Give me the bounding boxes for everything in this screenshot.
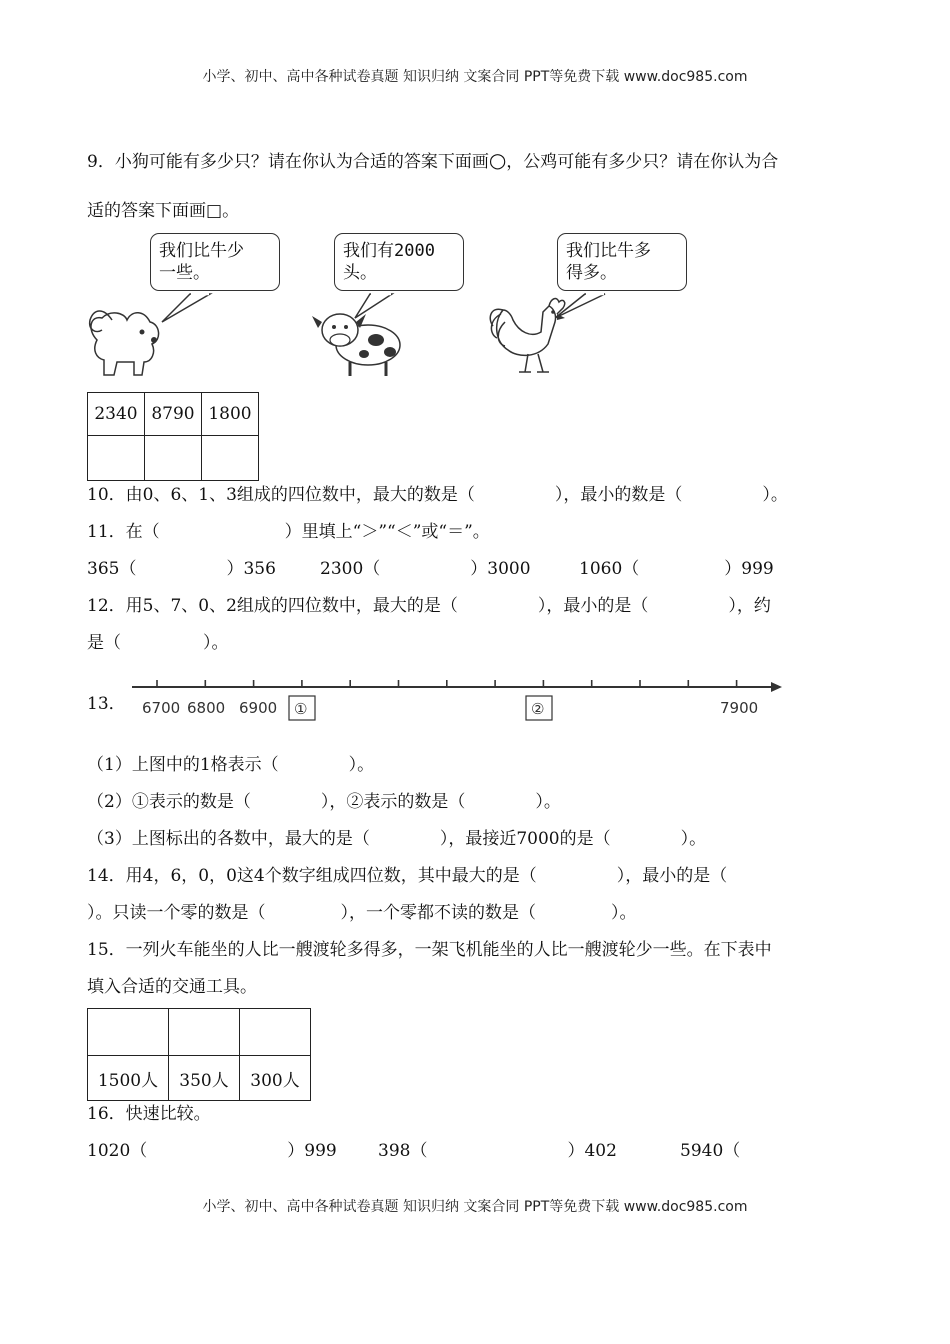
q11-item-right: ）3000 — [470, 559, 531, 579]
q13-sub3-text-c: ）。 — [680, 829, 707, 849]
q10-text-c: ）。 — [762, 485, 788, 505]
arrow-icon — [771, 682, 782, 692]
table-cell: 8790 — [145, 393, 202, 436]
q9-text-c: 适的答案下面画 — [87, 201, 206, 221]
tick-label: 6900 — [239, 699, 278, 717]
q13-sub1-text-b: ）。 — [348, 755, 375, 775]
table-cell: 1500人 — [88, 1056, 169, 1101]
q9-text-a: 9．小狗可能有多少只？请在你认为合适的答案下面画 — [87, 152, 489, 172]
tick-label: 7900 — [720, 699, 759, 717]
number-line — [128, 676, 828, 726]
q13-sub3 — [87, 828, 706, 850]
q11-text-b: ）里填上“＞”“＜”或“＝”。 — [284, 522, 490, 542]
q10-line — [87, 484, 788, 506]
marker-label-2: ② — [531, 700, 545, 718]
q9-text-d: 。 — [222, 201, 240, 221]
answer-cell[interactable] — [145, 436, 202, 481]
q11-text-a: 11．在（ — [87, 522, 160, 542]
q12-text-b: ），最小的是（ — [537, 596, 649, 616]
q11-line — [87, 521, 490, 543]
dog-speech-bubble: 我们比牛少 一些。 — [150, 233, 280, 291]
table-cell: 300人 — [240, 1056, 311, 1101]
q11-item-1 — [87, 558, 276, 580]
rooster-speech-bubble: 我们比牛多 得多。 — [557, 233, 687, 291]
q13-sub1 — [87, 754, 374, 776]
q16-item-left: 5940（ — [680, 1141, 741, 1161]
q16-item-1 — [87, 1140, 337, 1162]
q13-sub2-text-b: ），②表示的数是（ — [320, 792, 466, 812]
marker-label-1: ① — [294, 700, 308, 718]
q16-item-2 — [378, 1140, 617, 1162]
q11-item-left: 1060（ — [579, 559, 640, 579]
q16-label: 16．快速比较。 — [87, 1104, 211, 1124]
q13-sub3-text-a: （3）上图标出的各数中，最大的是（ — [87, 829, 370, 849]
q12-line2 — [87, 632, 229, 654]
q14-text-d: ），一个零都不读的数是（ — [340, 903, 536, 923]
q9-line1 — [87, 149, 778, 173]
q15-answer-table — [87, 1008, 311, 1101]
q14-line1 — [87, 865, 727, 887]
answer-cell[interactable] — [169, 1009, 240, 1056]
q13-sub2 — [87, 791, 561, 813]
table-row — [88, 393, 259, 436]
q9-answer-table — [87, 392, 259, 481]
q13-sub3-text-b: ），最接近7000的是（ — [439, 829, 611, 849]
q11-item-right: ）356 — [226, 559, 276, 579]
q14-text-c: ）。只读一个零的数是（ — [87, 903, 266, 923]
q12-text-d: 是（ — [87, 633, 121, 653]
q11-item-left: 2300（ — [320, 559, 381, 579]
q12-line1 — [87, 595, 771, 617]
tick-label: 6700 — [142, 699, 181, 717]
q12-text-c: ），约 — [728, 596, 771, 616]
q14-text-b: ），最小的是（ — [616, 866, 728, 886]
answer-cell[interactable] — [88, 436, 145, 481]
q14-line2 — [87, 902, 637, 924]
q13-sub1-text-a: （1）上图中的1格表示（ — [87, 755, 279, 775]
q11-item-2 — [320, 558, 531, 580]
q12-text-a: 12．用5、7、0、2组成的四位数中，最大的是（ — [87, 596, 458, 616]
q14-text-a: 14．用4，6，0，0这4个数字组成四位数，其中最大的是（ — [87, 866, 537, 886]
table-cell: 350人 — [169, 1056, 240, 1101]
table-cell: 2340 — [88, 393, 145, 436]
q9-line2 — [87, 200, 239, 222]
q16-item-left: 1020（ — [87, 1141, 148, 1161]
page-footer: 小学、初中、高中各种试卷真题 知识归纳 文案合同 PPT等免费下载 www.doc985.com — [202, 1199, 748, 1215]
q13-sub2-text-c: ）。 — [535, 792, 561, 812]
q16-item-3 — [680, 1140, 740, 1162]
circle-symbol: ○ — [488, 148, 507, 172]
q12-text-e: ）。 — [203, 633, 229, 653]
cow-speech-bubble: 我们有2000 头。 — [334, 233, 464, 291]
table-row — [88, 1056, 311, 1101]
q9-text-b: ，公鸡可能有多少只？请在你认为合 — [506, 152, 779, 172]
tick-label: 6800 — [187, 699, 226, 717]
q16-item-right: ）999 — [287, 1141, 337, 1161]
q15-line2: 填入合适的交通工具。 — [87, 977, 257, 997]
cow-illustration — [310, 300, 405, 380]
q10-text-b: ），最小的数是（ — [554, 485, 683, 505]
q10-text-a: 10．由0、6、1、3组成的四位数中，最大的数是（ — [87, 485, 475, 505]
tick-group — [157, 680, 737, 687]
q13-label: 13． — [87, 694, 126, 714]
rooster-illustration — [483, 292, 573, 377]
q15-line1: 15．一列火车能坐的人比一艘渡轮多得多，一架飞机能坐的人比一艘渡轮少一些。在下表中 — [87, 940, 772, 960]
square-symbol: □ — [206, 201, 223, 221]
table-cell: 1800 — [202, 393, 259, 436]
q14-text-e: ）。 — [611, 903, 637, 923]
page-header: 小学、初中、高中各种试卷真题 知识归纳 文案合同 PPT等免费下载 www.doc985.com — [202, 69, 748, 85]
q16-item-right: ）402 — [567, 1141, 617, 1161]
q11-item-left: 365（ — [87, 559, 137, 579]
q16-item-left: 398（ — [378, 1141, 428, 1161]
answer-cell[interactable] — [240, 1009, 311, 1056]
answer-cell[interactable] — [88, 1009, 169, 1056]
table-row — [88, 1009, 311, 1056]
q11-item-3 — [579, 558, 774, 580]
answer-cell[interactable] — [202, 436, 259, 481]
table-row — [88, 436, 259, 481]
q13-sub2-text-a: （2）①表示的数是（ — [87, 792, 251, 812]
q11-item-right: ）999 — [724, 559, 774, 579]
dog-illustration — [82, 300, 177, 380]
